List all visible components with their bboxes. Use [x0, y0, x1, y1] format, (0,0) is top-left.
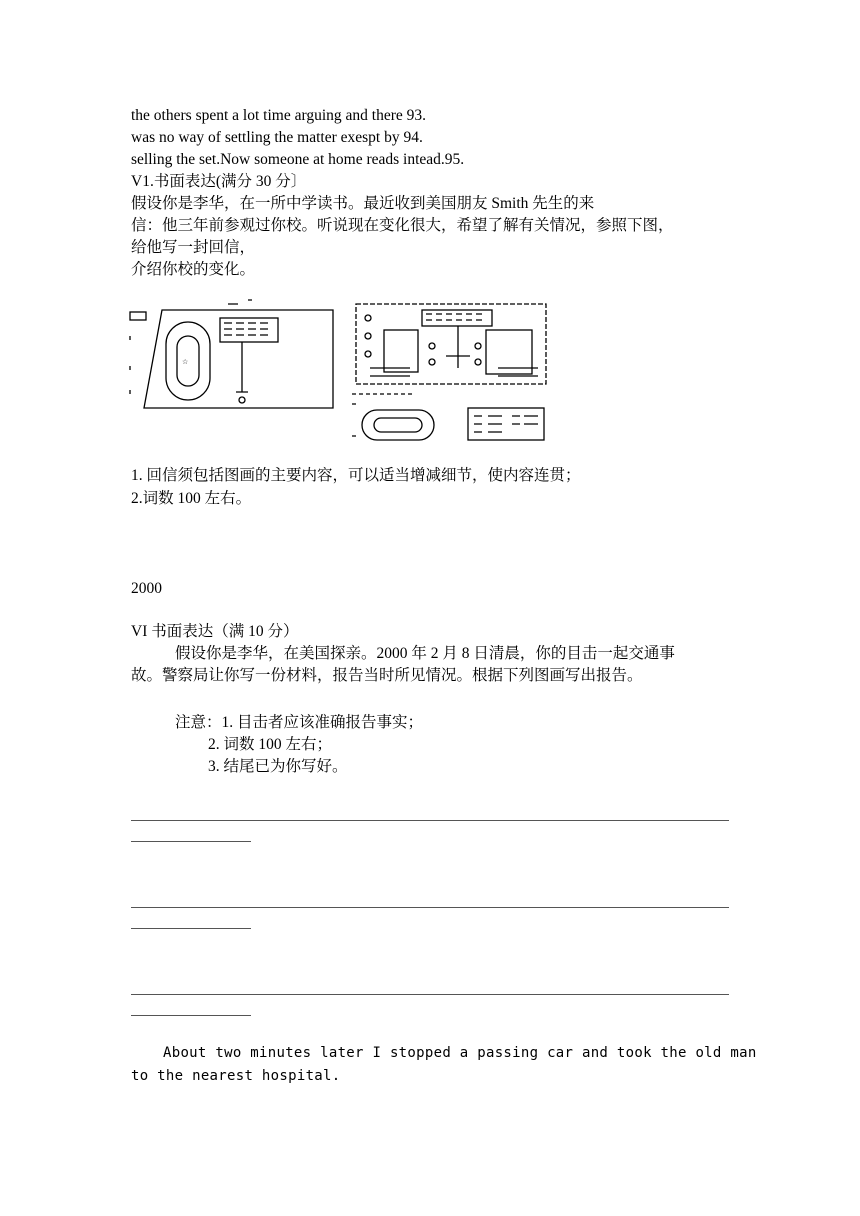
text-line: the others spent a lot time arguing and there 93. — [131, 107, 426, 124]
prompt-line: 故。警察局让你写一份材料，报告当时所见情况。根据下列图画写出报告。 — [131, 667, 643, 684]
text-line: selling the set.Now someone at home reads intead.95. — [131, 151, 465, 168]
requirement-line: 2.词数 100 左右。 — [131, 490, 252, 507]
prompt-line: 给他写一封回信， — [131, 239, 256, 256]
ending-line: to the nearest hospital. — [131, 1068, 341, 1084]
answer-line — [131, 1015, 251, 1016]
school-map-before-image — [128, 296, 338, 416]
school-map-now-image — [348, 296, 554, 448]
note-line: 2. 词数 100 左右； — [208, 736, 333, 753]
year-heading: 2000 — [131, 580, 162, 597]
note-line: 注意：1. 目击者应该准确报告事实； — [175, 714, 424, 731]
answer-line — [131, 907, 729, 908]
section-heading: VI 书面表达（满 10 分） — [131, 623, 299, 640]
note-line: 3. 结尾已为你写好。 — [208, 758, 348, 775]
section-heading: V1.书面表达(满分 30 分〕 — [131, 173, 307, 190]
prompt-line: 信：他三年前参观过你校。听说现在变化很大，希望了解有关情况，参照下图， — [131, 217, 674, 234]
answer-line — [131, 994, 729, 995]
requirement-line: 1. 回信须包括图画的主要内容，可以适当增减细节，使内容连贯； — [131, 467, 581, 484]
prompt-line: 假设你是李华，在一所中学读书。最近收到美国朋友 Smith 先生的来 — [131, 195, 595, 212]
answer-line — [131, 928, 251, 929]
text-line: was no way of settling the matter exespt by 94. — [131, 129, 423, 146]
answer-line — [131, 820, 729, 821]
prompt-line: 介绍你校的变化。 — [131, 261, 256, 278]
svg-text:☆: ☆ — [182, 358, 189, 366]
ending-line: About two minutes later I stopped a passing car and took the old man — [163, 1045, 757, 1061]
prompt-line: 假设你是李华，在美国探亲。2000 年 2 月 8 日清晨，你的目击一起交通事 — [175, 645, 675, 662]
answer-line — [131, 841, 251, 842]
